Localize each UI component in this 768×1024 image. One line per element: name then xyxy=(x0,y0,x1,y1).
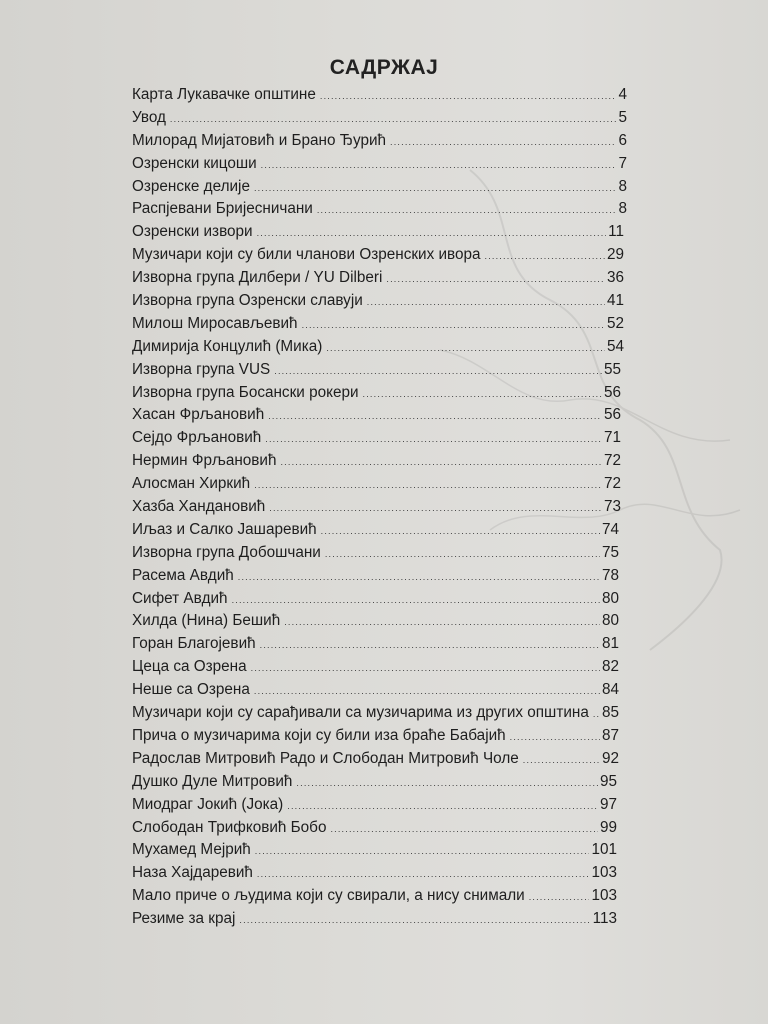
toc-entry-page-number: 4 xyxy=(618,86,627,103)
toc-dot-leader xyxy=(296,779,598,788)
toc-dot-leader xyxy=(238,573,600,582)
toc-entry-title: Карта Лукавачке општине xyxy=(132,86,316,103)
toc-entry-page-number: 85 xyxy=(601,704,619,722)
toc-entry-page-number: 55 xyxy=(603,360,621,378)
toc-dot-leader xyxy=(251,664,600,673)
toc-entry xyxy=(132,223,624,246)
toc-entry xyxy=(132,155,627,178)
toc-entry-title: Расема Авдић xyxy=(132,566,234,584)
toc-entry-title: Горан Благојевић xyxy=(132,635,256,653)
toc-entry-title: Мало приче о људима који су свирали, а нису снимали xyxy=(132,887,525,905)
toc-entry-page-number: 72 xyxy=(603,475,621,493)
toc-entry-page-number: 75 xyxy=(601,543,619,561)
toc-entry-title: Милорад Мијатовић и Брано Ђурић xyxy=(132,131,387,149)
toc-dot-leader xyxy=(325,550,600,559)
toc-entry-title: Неше са Озрена xyxy=(132,681,250,699)
toc-entry xyxy=(132,544,619,567)
toc-dot-leader xyxy=(254,184,617,193)
toc-entry-page-number: 5 xyxy=(618,108,627,126)
toc-entry xyxy=(132,498,621,521)
toc-entry-title: Изворна група Озренски славуји xyxy=(132,292,363,310)
toc-entry-title: Иљаз и Салко Јашаревић xyxy=(132,520,317,538)
toc-entry-title: Радослав Митровић Радо и Слободан Митровић Чоле xyxy=(132,749,519,767)
toc-dot-leader xyxy=(529,893,590,902)
toc-entry-title: Озренски извори xyxy=(132,223,253,241)
toc-dot-leader xyxy=(261,161,617,170)
toc-entry-page-number: 41 xyxy=(606,292,624,310)
toc-entry xyxy=(132,429,621,452)
toc-dot-leader xyxy=(257,229,607,238)
toc-entry-title: Слободан Трифковић Бобо xyxy=(132,818,327,836)
table-of-contents xyxy=(132,86,632,933)
page-title: САДРЖАЈ xyxy=(329,56,439,80)
toc-entry-page-number: 87 xyxy=(601,726,619,744)
toc-entry-page-number: 29 xyxy=(606,246,624,264)
toc-dot-leader xyxy=(390,138,616,147)
toc-entry-title: Милош Миросављевић xyxy=(132,314,298,332)
toc-dot-leader xyxy=(510,733,600,742)
toc-dot-leader xyxy=(269,504,602,513)
toc-entry xyxy=(132,658,619,681)
toc-dot-leader xyxy=(254,687,600,696)
toc-entry xyxy=(132,590,619,613)
toc-entry-title: Душко Дуле Митровић xyxy=(132,772,293,790)
toc-entry-title: Сифет Авдић xyxy=(132,589,228,607)
toc-entry xyxy=(132,86,627,109)
toc-entry xyxy=(132,864,617,887)
toc-dot-leader xyxy=(239,916,590,925)
toc-dot-leader xyxy=(321,527,600,536)
toc-entry-page-number: 92 xyxy=(601,749,619,767)
toc-entry-title: Изворна група Босански рокери xyxy=(132,383,359,401)
toc-dot-leader xyxy=(284,618,600,627)
toc-entry xyxy=(132,819,617,842)
toc-entry-page-number: 71 xyxy=(603,429,621,447)
toc-entry-page-number: 8 xyxy=(618,177,627,195)
toc-entry xyxy=(132,841,617,864)
toc-entry-page-number: 101 xyxy=(591,841,617,859)
toc-dot-leader xyxy=(287,802,598,811)
toc-entry xyxy=(132,292,624,315)
toc-entry xyxy=(132,567,619,590)
toc-entry-page-number: 74 xyxy=(601,520,619,538)
toc-entry-page-number: 80 xyxy=(601,612,619,630)
toc-entry-title: Изворна група VUS xyxy=(132,360,271,378)
toc-entry-page-number: 56 xyxy=(603,383,621,401)
toc-entry-page-number: 103 xyxy=(591,887,617,905)
toc-entry-page-number: 36 xyxy=(606,269,624,287)
toc-entry-title: Хилда (Нина) Бешић xyxy=(132,612,281,630)
toc-entry xyxy=(132,727,619,750)
toc-entry-page-number: 97 xyxy=(599,795,617,813)
toc-entry xyxy=(132,704,619,727)
toc-entry xyxy=(132,269,624,292)
toc-entry-page-number: 7 xyxy=(618,154,627,172)
toc-entry-title: Музичари који су били чланови Озренских ивора xyxy=(132,246,481,264)
toc-dot-leader xyxy=(170,115,617,124)
toc-entry-page-number: 54 xyxy=(606,337,624,355)
toc-dot-leader xyxy=(326,344,605,353)
toc-entry-page-number: 95 xyxy=(599,772,617,790)
toc-dot-leader xyxy=(255,847,590,856)
toc-entry xyxy=(132,109,627,132)
toc-entry xyxy=(132,361,621,384)
toc-dot-leader xyxy=(232,596,600,605)
toc-entry xyxy=(132,178,627,201)
toc-entry-title: Увод xyxy=(132,108,166,126)
toc-dot-leader xyxy=(363,390,602,399)
toc-dot-leader xyxy=(593,710,600,719)
toc-entry xyxy=(132,910,617,933)
toc-entry-title: Изворна група Добошчани xyxy=(132,543,321,561)
toc-entry-page-number: 11 xyxy=(608,223,624,241)
toc-entry xyxy=(132,773,617,796)
toc-dot-leader xyxy=(330,825,598,834)
toc-dot-leader xyxy=(254,481,602,490)
toc-entry xyxy=(132,315,624,338)
toc-entry-title: Музичари који су сарађивали са музичарима из других општина xyxy=(132,704,589,722)
toc-entry-title: Распјевани Бриjесничани xyxy=(132,200,313,218)
toc-entry-title: Цеца са Озрена xyxy=(132,658,247,676)
toc-entry-title: Изворна група Дилбери / YU Dilberi xyxy=(132,269,383,287)
toc-entry-page-number: 82 xyxy=(601,658,619,676)
toc-entry-title: Сејдо Фрљановић xyxy=(132,429,262,447)
toc-entry-page-number: 6 xyxy=(618,131,627,149)
toc-entry xyxy=(132,750,619,773)
toc-entry xyxy=(132,521,619,544)
toc-dot-leader xyxy=(280,458,602,467)
toc-dot-leader xyxy=(367,298,605,307)
toc-dot-leader xyxy=(485,252,605,261)
toc-entry-page-number: 80 xyxy=(601,589,619,607)
toc-dot-leader xyxy=(320,92,617,101)
toc-entry xyxy=(132,338,624,361)
toc-entry-title: Хазба Хандановић xyxy=(132,498,266,516)
toc-entry xyxy=(132,132,627,155)
toc-entry xyxy=(132,796,617,819)
toc-entry-title: Прича о музичарима који су били иза браће Бабајић xyxy=(132,726,506,744)
toc-entry xyxy=(132,612,619,635)
toc-entry xyxy=(132,452,621,475)
toc-entry-page-number: 73 xyxy=(603,498,621,516)
toc-dot-leader xyxy=(265,435,602,444)
toc-entry-title: Нермин Фрљановић xyxy=(132,452,277,470)
toc-dot-leader xyxy=(317,206,617,215)
toc-entry-page-number: 52 xyxy=(606,314,624,332)
toc-entry xyxy=(132,887,617,910)
toc-entry-title: Озренски кицоши xyxy=(132,154,257,172)
toc-entry-page-number: 99 xyxy=(599,818,617,836)
toc-entry xyxy=(132,384,621,407)
toc-entry-title: Миодраг Јокић (Јока) xyxy=(132,795,284,813)
toc-dot-leader xyxy=(268,412,602,421)
toc-dot-leader xyxy=(257,870,590,879)
toc-entry-page-number: 8 xyxy=(618,200,627,218)
toc-dot-leader xyxy=(260,641,600,650)
toc-entry-title: Озренске делије xyxy=(132,177,250,195)
toc-entry xyxy=(132,246,624,269)
toc-dot-leader xyxy=(302,321,605,330)
toc-entry-page-number: 81 xyxy=(601,635,619,653)
toc-entry-page-number: 72 xyxy=(603,452,621,470)
toc-entry xyxy=(132,200,627,223)
toc-entry-title: Наза Хајдаревић xyxy=(132,864,253,882)
toc-entry-page-number: 78 xyxy=(601,566,619,584)
toc-entry-page-number: 56 xyxy=(603,406,621,424)
toc-entry-title: Резиме за крај xyxy=(132,910,236,928)
toc-entry xyxy=(132,406,621,429)
toc-entry-title: Димирија Концулић (Мика) xyxy=(132,337,323,355)
toc-entry xyxy=(132,635,619,658)
toc-entry-title: Алосман Хиркић xyxy=(132,475,251,493)
toc-entry-title: Мухамед Мејрић xyxy=(132,841,251,859)
toc-dot-leader xyxy=(386,275,605,284)
toc-entry-title: Хасан Фрљановић xyxy=(132,406,265,424)
toc-dot-leader xyxy=(274,367,602,376)
toc-entry-page-number: 103 xyxy=(591,864,617,882)
toc-entry-page-number: 113 xyxy=(592,910,617,928)
toc-entry-page-number: 84 xyxy=(601,681,619,699)
toc-dot-leader xyxy=(523,756,600,765)
toc-entry xyxy=(132,475,621,498)
toc-entry xyxy=(132,681,619,704)
